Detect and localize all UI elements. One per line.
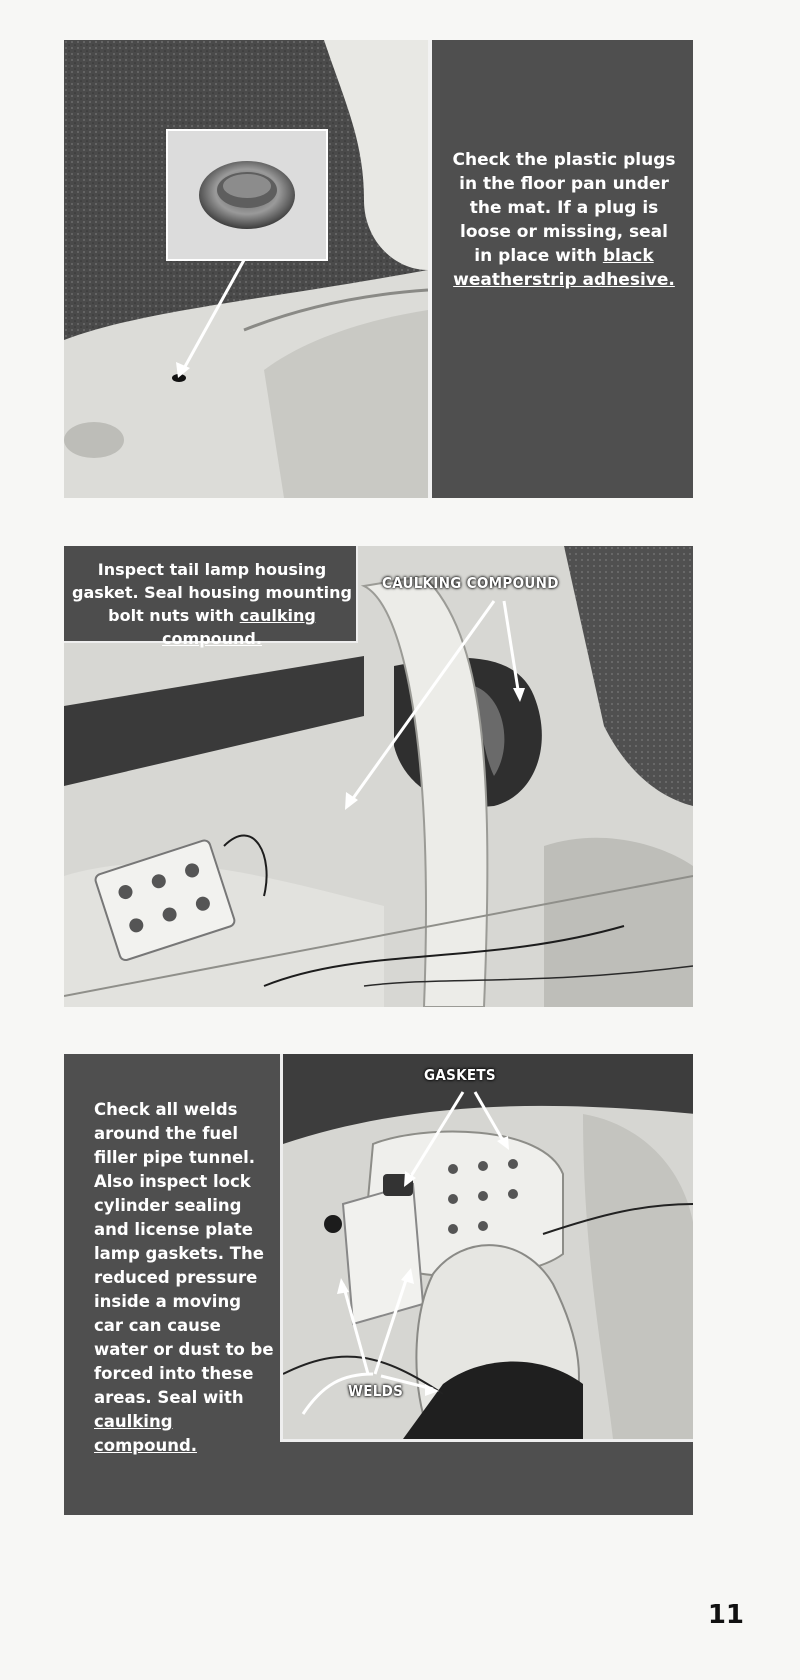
fuel-filler-caption-compound: compound. <box>94 1436 198 1455</box>
plug-caption-black: black <box>602 246 654 266</box>
panel-divider <box>428 40 432 498</box>
tail-lamp-caption <box>72 558 352 650</box>
plug-caption-text: Check the plastic plugs in the floor pan under the mat. If a plug is loose or missing, seal in place with <box>452 150 676 266</box>
panel-tail-lamp <box>64 546 693 1007</box>
fuel-filler-photo <box>280 1054 693 1442</box>
fuel-filler-caption-caulking: caulking <box>94 1412 173 1431</box>
panel-floor-plugs <box>64 40 693 498</box>
gaskets-label: GASKETS <box>424 1066 496 1084</box>
tail-lamp-caption-text: Inspect tail lamp housing gasket. Seal housing mounting bolt nuts with <box>72 560 352 625</box>
tail-lamp-caption-caulking: caulking <box>239 606 316 625</box>
caulking-compound-label: CAULKING COMPOUND <box>382 574 559 592</box>
fuel-filler-caption-text: Check all welds around the fuel filler pipe tunnel. Also inspect lock cylinder sealing and license plate lamp gaskets. The reduced pressure inside a moving car can cause water or dust to be forced into these areas. Seal with <box>94 1100 274 1407</box>
tail-lamp-caption-compound: compound. <box>162 629 262 648</box>
floor-pan-photo <box>64 40 428 498</box>
fuel-filler-caption <box>94 1098 274 1458</box>
page-number: 11 <box>707 1600 744 1630</box>
panel-fuel-filler <box>64 1054 693 1515</box>
plug-caption-adhesive: weatherstrip adhesive. <box>453 270 675 290</box>
welds-label: WELDS <box>348 1382 404 1400</box>
plug-caption <box>450 148 678 292</box>
